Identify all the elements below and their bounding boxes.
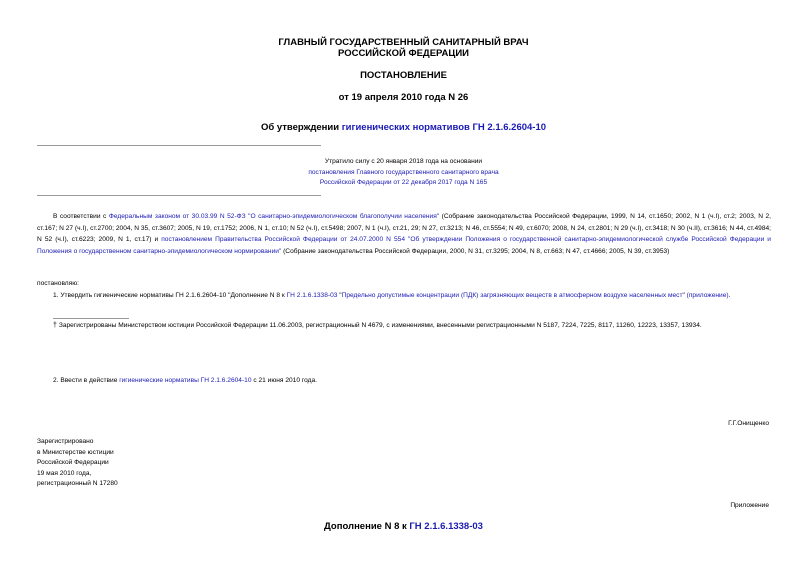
- issuer-line-1: ГЛАВНЫЙ ГОСУДАРСТВЕННЫЙ САНИТАРНЫЙ ВРАЧ: [278, 37, 529, 48]
- item-1-text-4: .: [728, 292, 731, 299]
- federal-law-link[interactable]: Федеральным законом от 30.03.99 N 52-ФЗ "О санитарно-эпидемиологическом благополучии населения": [108, 213, 440, 220]
- item-2-text-2: с 21 июня 2010 года.: [251, 377, 317, 384]
- expired-notice: [0, 157, 807, 189]
- preamble-paragraph: [37, 211, 771, 257]
- footnote-marker: †: [53, 322, 59, 329]
- gn-1338-link[interactable]: ГН 2.1.6.1338-03: [286, 292, 338, 299]
- item-2-text-1: 2. Ввести в действие: [53, 377, 120, 384]
- document-title-prefix: Об утверждении: [260, 122, 342, 133]
- item-2: [53, 375, 773, 387]
- item-1-text-3: ": [682, 292, 687, 299]
- registration-line-5: регистрационный N 17280: [37, 480, 118, 487]
- document-title: [0, 122, 807, 133]
- gn-2604-link[interactable]: гигиенические нормативы ГН 2.1.6.2604-10: [119, 377, 252, 384]
- resolves-label: постановляю:: [37, 280, 80, 287]
- divider-top: [37, 145, 321, 146]
- appendix-label: Приложение: [730, 502, 769, 509]
- registration-line-1: Зарегистрировано: [37, 438, 94, 445]
- footnote-divider: [53, 318, 129, 319]
- expired-notice-link-2[interactable]: Российской Федерации от 22 декабря 2017 года N 165: [319, 179, 488, 186]
- appendix-title: [0, 521, 807, 532]
- government-resolution-link[interactable]: постановлением Правительства Российской Федерации от 24.07.2000 N 554 "Об утверждении Положения о государственной санитарно-эпидемиологической службе Российской Федерации и Положения о государственном санитарно-эпидемиологическом нормировании": [37, 236, 771, 255]
- item-1-text-1: 1. Утвердить гигиенические нормативы ГН 2.1.6.2604-10 "Дополнение N 8 к: [53, 292, 287, 299]
- document-date-number: от 19 апреля 2010 года N 26: [338, 92, 469, 103]
- item-1-text-2: ": [337, 292, 342, 299]
- footnote: [53, 320, 773, 332]
- footnote-text: Зарегистрированы Министерством юстиции Российской Федерации 11.06.2003, регистрационный N 4679, с изменениями, внесенными регистрационными N 5187, 7224, 7225, 8117, 11260, 12223, 13357, 13934.: [58, 322, 702, 329]
- document-title-link[interactable]: гигиенических нормативов ГН 2.1.6.2604-10: [341, 122, 547, 133]
- registration-line-4: 19 мая 2010 года,: [37, 469, 92, 477]
- preamble-text-3: (Собрание законодательства Российской Федерации, 2000, N 31, ст.3295; 2004, N 8, ст.663; N 47, ст.4666; 2005, N 39, ст.3953): [281, 247, 670, 255]
- preamble-text-1: В соответствии с: [53, 213, 109, 220]
- appendix-title-link[interactable]: ГН 2.1.6.1338-03: [409, 521, 483, 532]
- registration-block: [37, 437, 118, 490]
- registration-line-2: в Министерстве юстиции: [37, 448, 114, 456]
- appendix-link[interactable]: (приложение): [686, 292, 729, 299]
- preamble-text-2: (Собрание законодательства Российской Федерации, 1999, N 14, ст.1650; 2002, N 1 (ч.I), ст.2; 2003, N 2, ст.167; N 27 (ч.I), ст.2700; 2004, N 35, ст.3607; 2005, N 19, ст.1752; 2006, N 1, ст.10; N 52 (ч.I), ст.5498; 2007, N 1 (ч.I), ст.21, 29; N 27, ст.3213; N 46, ст.5554; N 49, ст.6070; 2008, N 24, ст.2801; N 29 (ч.I), ст.3418; N 30 (ч.II), ст.3616; N 44, ст.4984; N 52 (ч.I), ст.6223; 2009, N 1, ст.17) и: [37, 213, 771, 243]
- document-type: ПОСТАНОВЛЕНИЕ: [360, 70, 447, 81]
- pdk-link[interactable]: Предельно допустимые концентрации (ПДК) загрязняющих веществ в атмосферном воздухе населенных мест: [341, 292, 683, 299]
- signature: Г.Г.Онищенко: [728, 420, 769, 427]
- appendix-title-prefix: Дополнение N 8 к: [324, 521, 410, 532]
- issuer-line-2: РОССИЙСКОЙ ФЕДЕРАЦИИ: [337, 48, 469, 59]
- registration-line-3: Российской Федерации: [37, 459, 109, 466]
- divider-bottom: [37, 195, 321, 196]
- expired-notice-link-1[interactable]: постановления Главного государственного санитарного врача: [308, 168, 499, 176]
- expired-notice-line-1: Утратило силу с 20 января 2018 года на основании: [324, 158, 483, 165]
- item-1: [37, 289, 771, 302]
